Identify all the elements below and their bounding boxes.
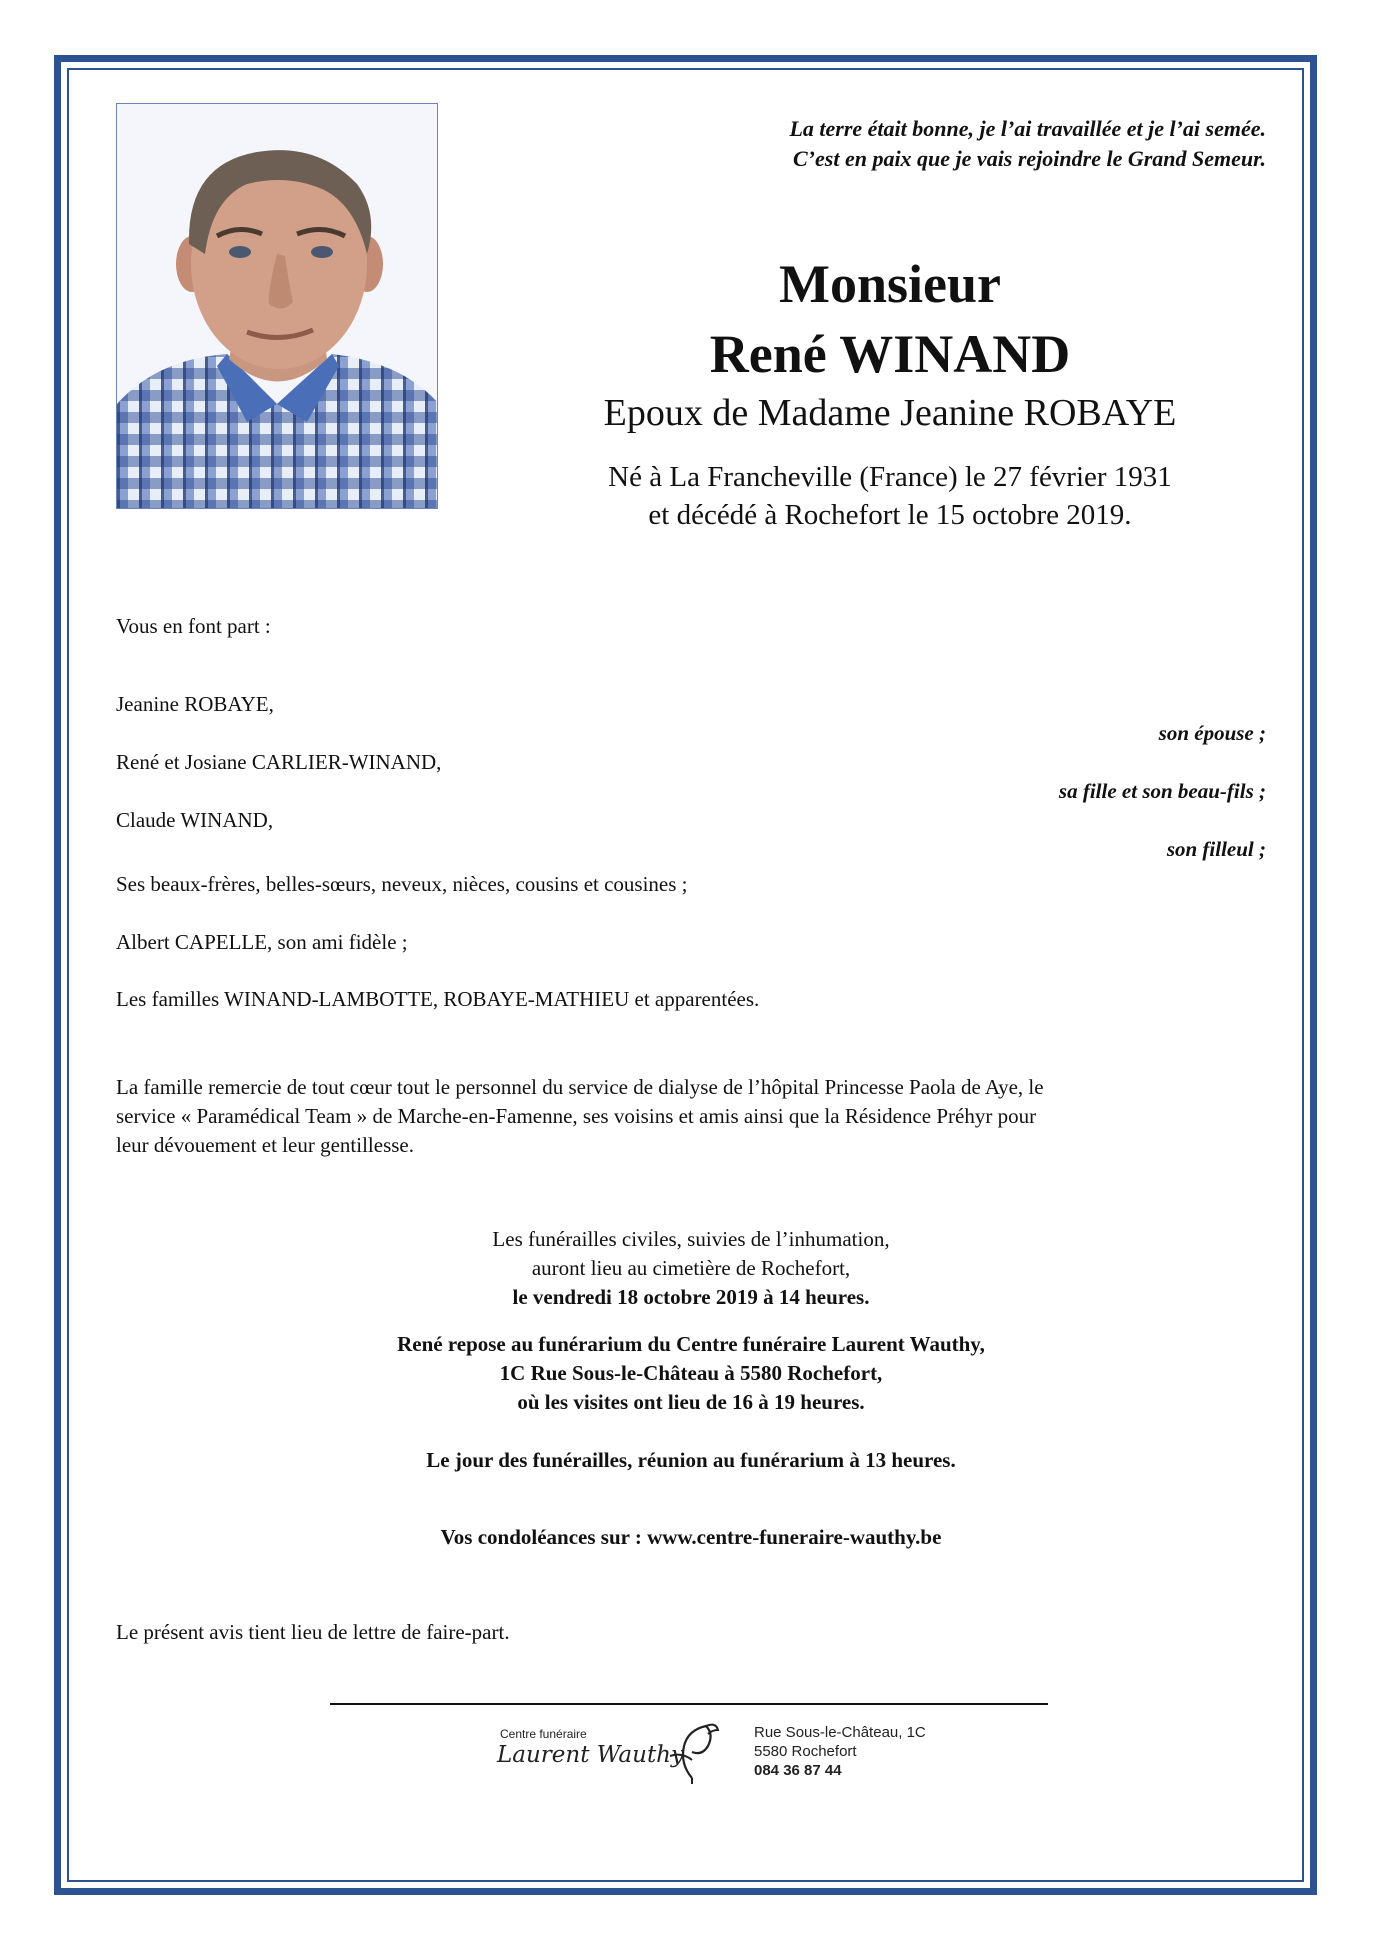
- family-name: Claude WINAND,: [116, 808, 274, 832]
- family-role: sa fille et son beau-fils ;: [1058, 779, 1266, 803]
- portrait-photo: [116, 103, 438, 509]
- rest-line: René repose au funérarium du Centre funéraire Laurent Wauthy,: [397, 1332, 985, 1356]
- rest-line: où les visites ont lieu de 16 à 19 heures.: [517, 1390, 865, 1414]
- meeting-info: Le jour des funérailles, réunion au funérarium à 13 heures.: [426, 1448, 956, 1472]
- logo-subtitle: Centre funéraire: [500, 1727, 587, 1741]
- family-role: son épouse ;: [1158, 721, 1266, 745]
- epitaph-quote: [566, 114, 1266, 174]
- family-name: Albert CAPELLE, son ami fidèle ;: [116, 930, 408, 954]
- rest-info: [116, 1330, 1266, 1417]
- calla-lily-icon: [662, 1716, 722, 1786]
- thanks-line: service « Paramédical Team » de Marche-en-Famenne, ses voisins et amis ainsi que la Résidence Préhyr pour: [116, 1104, 1037, 1128]
- footer-address-street: Rue Sous-le-Château, 1C: [754, 1724, 926, 1741]
- condolences-link[interactable]: Vos condoléances sur : www.centre-funeraire-wauthy.be: [440, 1525, 942, 1549]
- death-line: et décédé à Rochefort le 15 octobre 2019.: [648, 499, 1132, 531]
- funeral-line: auront lieu au cimetière de Rochefort,: [531, 1256, 851, 1280]
- thanks-line: leur dévouement et leur gentillesse.: [116, 1133, 414, 1157]
- funeral-date: le vendredi 18 octobre 2019 à 14 heures.: [512, 1285, 870, 1309]
- footer-phone: 084 36 87 44: [754, 1762, 842, 1779]
- quote-line-2: C’est en paix que je vais rejoindre le Grand Semeur.: [793, 146, 1266, 171]
- funeral-home-logo: [492, 1710, 932, 1790]
- thanks-paragraph: [116, 1073, 1266, 1160]
- deceased-name: René WINAND: [709, 324, 1071, 384]
- family-name: Les familles WINAND-LAMBOTTE, ROBAYE-MATHIEU et apparentées.: [116, 987, 760, 1011]
- funeral-info: [116, 1225, 1266, 1312]
- footer-address-city: 5580 Rochefort: [754, 1743, 857, 1760]
- funeral-line: Les funérailles civiles, suivies de l’inhumation,: [492, 1227, 890, 1251]
- civility: Monsieur: [779, 254, 1001, 314]
- intro-text: Vous en font part :: [116, 614, 271, 638]
- quote-line-1: La terre était bonne, je l’ai travaillée et je l’ai semée.: [789, 116, 1266, 141]
- family-role: son filleul ;: [1166, 837, 1266, 861]
- logo-name: Laurent Wauthy: [497, 1742, 684, 1768]
- thanks-line: La famille remercie de tout cœur tout le personnel du service de dialyse de l’hôpital Princesse Paola de Aye, le: [116, 1075, 1044, 1099]
- family-name: René et Josiane CARLIER-WINAND,: [116, 750, 442, 774]
- rest-line: 1C Rue Sous-le-Château à 5580 Rochefort,: [499, 1361, 883, 1385]
- footer-rule: [330, 1703, 1048, 1705]
- spouse-line: Epoux de Madame Jeanine ROBAYE: [603, 392, 1177, 434]
- family-name: Jeanine ROBAYE,: [116, 692, 274, 716]
- birth-line: Né à La Francheville (France) le 27 février 1931: [608, 461, 1172, 493]
- notice-text: Le présent avis tient lieu de lettre de faire-part.: [116, 1620, 510, 1644]
- family-name: Ses beaux-frères, belles-sœurs, neveux, nièces, cousins et cousines ;: [116, 872, 688, 896]
